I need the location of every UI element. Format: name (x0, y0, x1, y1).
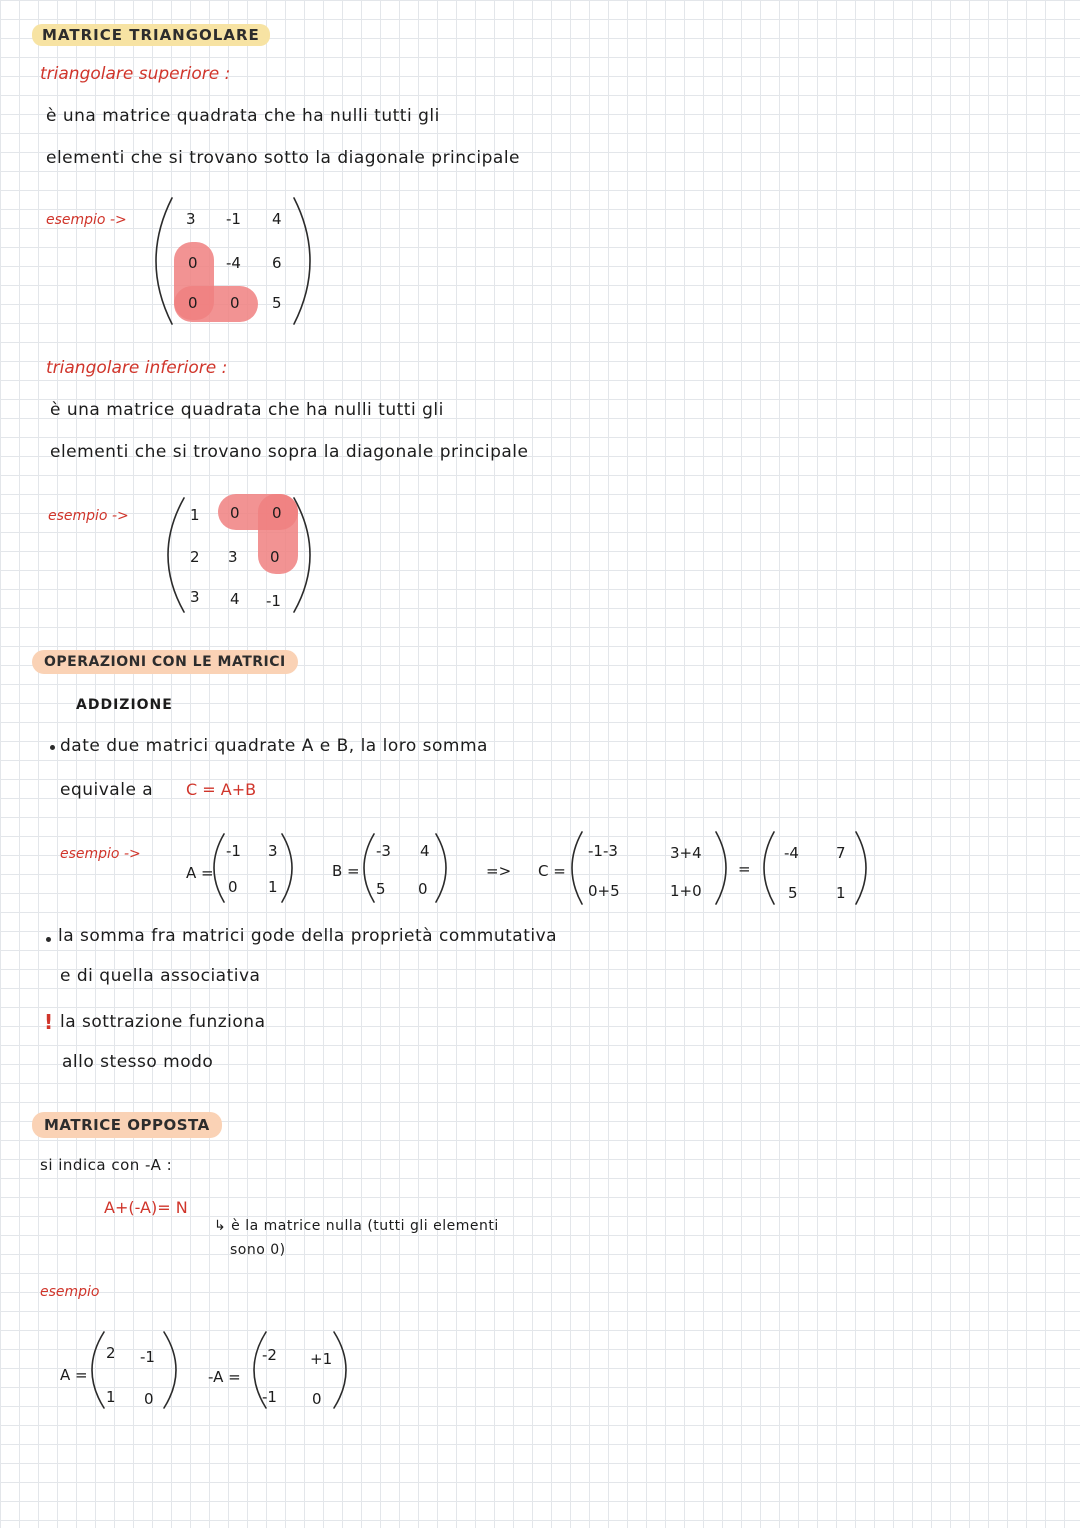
matrix-cell: 5 (788, 884, 798, 902)
right-parenthesis (278, 832, 300, 904)
matrix-cell: 3 (268, 842, 278, 860)
commutative-property-line1: la somma fra matrici gode della proprietà commutativa (58, 926, 558, 946)
matrix-cell: 1 (836, 884, 846, 902)
matrix-cell: -4 (226, 254, 241, 272)
opposite-example-label: esempio (40, 1284, 100, 1300)
right-parenthesis (852, 830, 874, 906)
matrix-cell: 1 (268, 878, 278, 896)
matrix-cell: 0 (418, 880, 428, 898)
addition-definition-line1: date due matrici quadrate A e B, la loro somma (60, 736, 488, 756)
matrix-cell: 3+4 (670, 844, 702, 862)
note-exclamation: ! (44, 1010, 54, 1034)
opposite-definition: si indica con -A : (40, 1156, 173, 1174)
matrix-cell: 7 (836, 844, 846, 862)
upper-example-label: esempio -> (46, 212, 127, 228)
left-parenthesis (756, 830, 778, 906)
right-parenthesis (160, 1330, 186, 1410)
null-matrix-explanation-line1: ↳ è la matrice nulla (tutti gli elementi (214, 1218, 499, 1234)
matrix-cell: 0+5 (588, 882, 620, 900)
matrix-a-label: A = (60, 1366, 88, 1384)
matrix-cell: -2 (262, 1346, 277, 1364)
lower-definition-line2: elementi che si trovano sopra la diagonale principale (50, 442, 529, 462)
right-parenthesis (712, 830, 734, 906)
upper-definition-line2: elementi che si trovano sotto la diagonale principale (46, 148, 521, 168)
matrix-cell: 0 (228, 878, 238, 896)
matrix-cell: -1 (266, 592, 281, 610)
addition-title: ADDIZIONE (76, 697, 173, 713)
matrix-cell: 4 (230, 590, 240, 608)
matrix-cell: 0 (144, 1390, 154, 1408)
matrix-cell: 0 (230, 294, 240, 312)
matrix-cell: 1 (106, 1388, 116, 1406)
matrix-cell: -1-3 (588, 842, 618, 860)
matrix-b-label: B = (332, 862, 360, 880)
matrix-cell: +1 (310, 1350, 333, 1368)
matrix-cell: 3 (186, 210, 196, 228)
matrix-cell: 1 (190, 506, 200, 524)
matrix-cell: 6 (272, 254, 282, 272)
matrix-cell: 0 (188, 294, 198, 312)
right-parenthesis (432, 832, 454, 904)
subtraction-note-line2: allo stesso modo (62, 1052, 214, 1072)
left-parenthesis (356, 832, 378, 904)
section-heading-operations: OPERAZIONI CON LE MATRICI (32, 650, 298, 674)
addition-example-label: esempio -> (60, 846, 141, 862)
matrix-cell: -1 (226, 842, 241, 860)
addition-formula: C = A+B (186, 780, 257, 799)
matrix-cell: 0 (188, 254, 198, 272)
section-heading-triangular: MATRICE TRIANGOLARE (32, 24, 270, 46)
matrix-cell: 2 (190, 548, 200, 566)
upper-triangular-title: triangolare superiore : (40, 64, 231, 84)
matrix-cell: 0 (230, 504, 240, 522)
lower-triangular-title: triangolare inferiore : (46, 358, 228, 378)
left-parenthesis (82, 1330, 108, 1410)
matrix-cell: 4 (272, 210, 282, 228)
left-parenthesis (206, 832, 228, 904)
right-parenthesis (290, 196, 320, 326)
matrix-c-label: C = (538, 862, 566, 880)
matrix-cell: -3 (376, 842, 391, 860)
implies-arrow: => (486, 862, 512, 880)
bullet (46, 937, 51, 942)
lower-definition-line1: è una matrice quadrata che ha nulli tutti gli (50, 400, 444, 420)
matrix-cell: -4 (784, 844, 799, 862)
upper-definition-line1: è una matrice quadrata che ha nulli tutti gli (46, 106, 440, 126)
matrix-a-label: A = (186, 864, 214, 882)
matrix-cell: 3 (190, 588, 200, 606)
equals-sign: = (738, 860, 751, 878)
matrix-cell: 0 (312, 1390, 322, 1408)
subtraction-note-line1: la sottrazione funziona (60, 1012, 266, 1032)
left-parenthesis (158, 496, 188, 614)
opposite-formula: A+(-A)= N (104, 1198, 188, 1217)
matrix-cell: 1+0 (670, 882, 702, 900)
left-parenthesis (564, 830, 586, 906)
null-matrix-explanation-line2: sono 0) (230, 1242, 286, 1258)
associative-property-line2: e di quella associativa (60, 966, 261, 986)
section-heading-opposite: MATRICE OPPOSTA (32, 1112, 222, 1138)
matrix-neg-a-label: -A = (208, 1368, 241, 1386)
matrix-cell: 2 (106, 1344, 116, 1362)
matrix-cell: -1 (226, 210, 241, 228)
zero-highlight-horizontal (174, 286, 258, 322)
bullet (50, 745, 55, 750)
matrix-cell: 0 (272, 504, 282, 522)
matrix-cell: 3 (228, 548, 238, 566)
matrix-cell: -1 (262, 1388, 277, 1406)
addition-definition-line2: equivale a (60, 780, 154, 800)
right-parenthesis (330, 1330, 356, 1410)
matrix-cell: 4 (420, 842, 430, 860)
matrix-cell: -1 (140, 1348, 155, 1366)
matrix-cell: 5 (376, 880, 386, 898)
right-parenthesis (290, 496, 320, 614)
left-parenthesis (146, 196, 176, 326)
matrix-cell: 5 (272, 294, 282, 312)
matrix-cell: 0 (270, 548, 280, 566)
lower-example-label: esempio -> (48, 508, 129, 524)
